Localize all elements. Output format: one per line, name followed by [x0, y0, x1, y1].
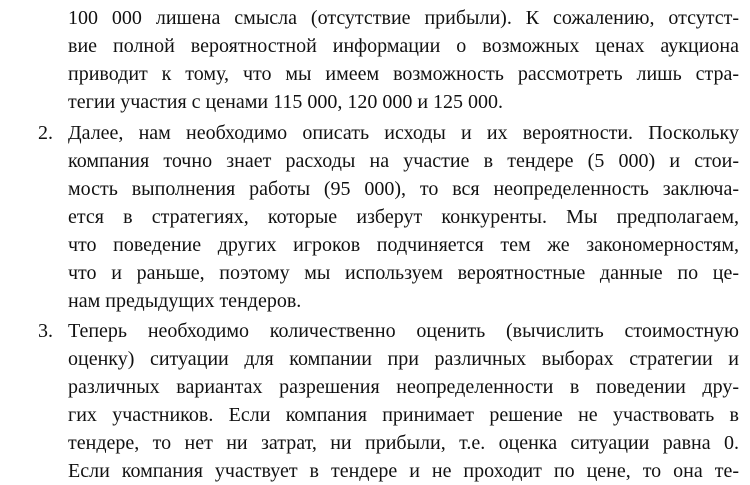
list-item-line: ется в стратегиях, которые изберут конкуренты. Мы предполагаем, [68, 206, 739, 228]
paragraph-line: приводит к тому, что мы имеем возможность рассмотреть лишь стра- [68, 63, 739, 85]
list-item-line: оценку) ситуации для компании при различных выборах стратегии и [68, 348, 739, 370]
list-item-line: тендере, то нет ни затрат, ни прибыли, т.е. оценка ситуации равна 0. [68, 432, 739, 454]
list-item-line: нам предыдущих тендеров. [68, 290, 302, 312]
list-item-line: мость выполнения работы (95 000), то вся неопределенность заключа- [68, 178, 739, 200]
list-item-line: Теперь необходимо количественно оценить (вычислить стоимостную [68, 320, 739, 342]
list-item-line: Далее, нам необходимо описать исходы и их вероятности. Поскольку [68, 122, 739, 144]
paragraph-line: вие полной вероятностной информации о возможных ценах аукциона [68, 35, 739, 57]
list-number: 2. [38, 122, 53, 144]
list-number: 3. [38, 320, 53, 342]
list-item-line: что поведение других игроков подчиняется тем же закономерностям, [68, 234, 739, 256]
list-item-line: компания точно знает расходы на участие в тендере (5 000) и стои- [68, 150, 739, 172]
list-item-line: Если компания участвует в тендере и не проходит по цене, то она те- [68, 460, 739, 482]
list-item-line: что и раньше, поэтому мы используем вероятностные данные по це- [68, 262, 739, 284]
list-item-line: гих участников. Если компания принимает решение не участвовать в [68, 404, 739, 426]
paragraph-line: тегии участия с ценами 115 000, 120 000 и 125 000. [68, 91, 504, 113]
list-item-line: различных вариантах разрешения неопределенности в поведении дру- [68, 376, 739, 398]
paragraph-line: 100 000 лишена смысла (отсутствие прибыли). К сожалению, отсутст- [68, 7, 739, 29]
